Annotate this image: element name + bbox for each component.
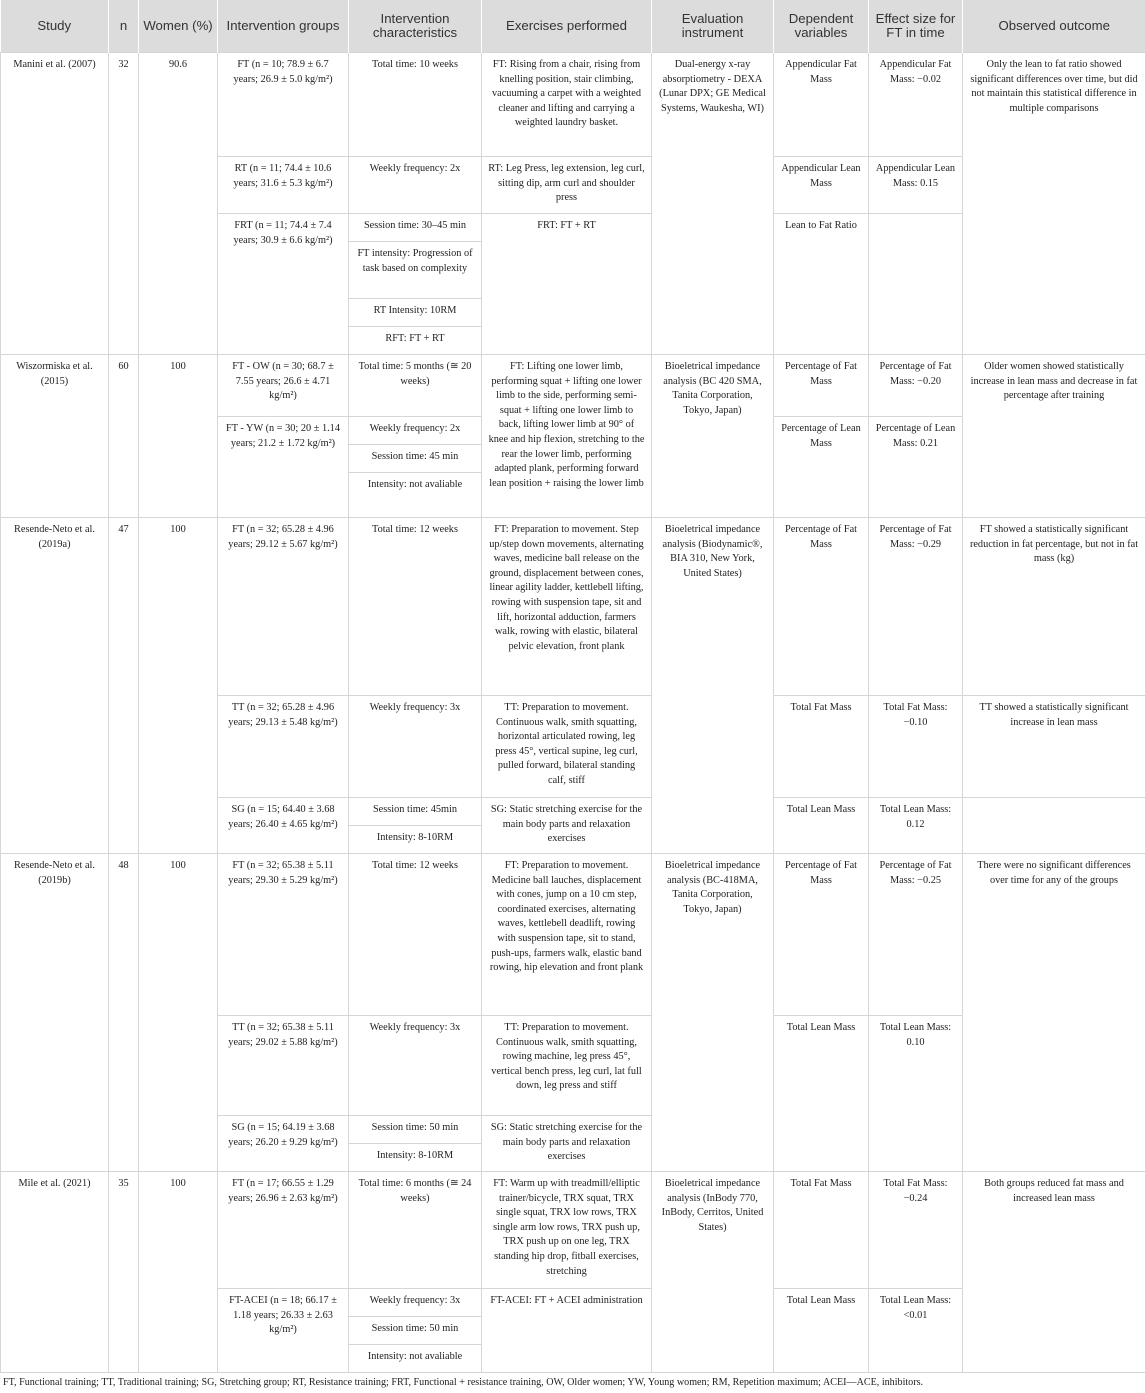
outcome-cell: Both groups reduced fat mass and increased lean mass: [963, 1172, 1145, 1373]
dependent-cell: Appendicular Lean Mass: [774, 157, 869, 214]
effect-cell: Percentage of Fat Mass: −0.29: [869, 518, 963, 696]
effect-cell: Appendicular Fat Mass: −0.02: [869, 53, 963, 157]
characteristic-cell: Session time: 45min: [349, 798, 482, 826]
exercises-cell: FT: Preparation to movement. Step up/step down movements, alternating waves, medicine ball release on the ground, displacement between cones, linear agility ladder, kettlebell lifting, rowing with suspension tape, sit and lift, horizontal adduction, farmers walk, rowing with elastic, bilateral pelvic elevation, front plank: [482, 518, 652, 696]
characteristic-cell: FT intensity: Progression of task based on complexity: [349, 242, 482, 299]
exercises-cell: RT: Leg Press, leg extension, leg curl, sitting dip, arm curl and shoulder press: [482, 157, 652, 214]
characteristic-cell: Weekly frequency: 3x: [349, 696, 482, 798]
group-cell: SG (n = 15; 64.19 ± 3.68 years; 26.20 ± 9.29 kg/m²): [218, 1116, 349, 1172]
effect-cell: Appendicular Lean Mass: 0.15: [869, 157, 963, 214]
characteristic-cell: Total time: 12 weeks: [349, 854, 482, 1016]
dependent-cell: Total Fat Mass: [774, 1172, 869, 1289]
characteristic-cell: Intensity: 8-10RM: [349, 826, 482, 854]
characteristic-cell: Total time: 10 weeks: [349, 53, 482, 157]
group-cell: SG (n = 15; 64.40 ± 3.68 years; 26.40 ± 4.65 kg/m²): [218, 798, 349, 854]
characteristic-cell: Total time: 5 months (≅ 20 weeks): [349, 355, 482, 417]
exercises-cell: FT: Preparation to movement. Medicine ball lauches, displacement with cones, jump on a 10 cm step, coordinated exercises, alternating waves, kettlebell deadlift, rowing with suspension tape, sit to stand, push-ups, farmers walk, elastic band rowing, hip elevation and front plank: [482, 854, 652, 1016]
group-cell: FT - YW (n = 30; 20 ± 1.14 years; 21.2 ± 1.72 kg/m²): [218, 417, 349, 518]
instrument-cell: Bioeletrical impedance analysis (BC-418MA, Tanita Corporation, Tokyo, Japan): [652, 854, 774, 1172]
characteristic-cell: Weekly frequency: 3x: [349, 1289, 482, 1317]
characteristic-cell: Session time: 45 min: [349, 445, 482, 473]
table-row: [1, 854, 1145, 1016]
header-study: Study: [1, 0, 109, 53]
characteristic-cell: Total time: 12 weeks: [349, 518, 482, 696]
header-exercises: Exercises performed: [482, 0, 652, 53]
outcome-cell: FT showed a statistically significant reduction in fat percentage, but not in fat mass (kg): [963, 518, 1145, 696]
exercises-cell: FRT: FT + RT: [482, 214, 652, 355]
table-row: [1, 518, 1145, 696]
characteristic-cell: Weekly frequency: 2x: [349, 417, 482, 445]
dependent-cell: Total Lean Mass: [774, 798, 869, 854]
effect-cell: Total Lean Mass: 0.10: [869, 1016, 963, 1172]
study-women: 90.6: [139, 53, 218, 355]
header-dependent: Dependent variables: [774, 0, 869, 53]
table-row: [1, 53, 1145, 157]
instrument-cell: Bioeletrical impedance analysis (InBody 770, InBody, Cerritos, United States): [652, 1172, 774, 1373]
effect-cell: Total Fat Mass: −0.10: [869, 696, 963, 798]
group-cell: FT-ACEI (n = 18; 66.17 ± 1.18 years; 26.33 ± 2.63 kg/m²): [218, 1289, 349, 1373]
characteristic-cell: Intensity: not avaliable: [349, 1345, 482, 1373]
characteristic-cell: RFT: FT + RT: [349, 327, 482, 355]
table-row: [1, 1172, 1145, 1289]
group-cell: FT (n = 17; 66.55 ± 1.29 years; 26.96 ± 2.63 kg/m²): [218, 1172, 349, 1289]
effect-cell: Total Fat Mass: −0.24: [869, 1172, 963, 1289]
exercises-cell: FT: Rising from a chair, rising from knelling position, stair climbing, vacuuming a carpet with a weighted cleaner and lifting and carrying a weighted laundry basket.: [482, 53, 652, 157]
header-row: [1, 0, 1145, 53]
characteristic-cell: Session time: 50 min: [349, 1317, 482, 1345]
characteristic-cell: Session time: 50 min: [349, 1116, 482, 1144]
characteristic-cell: Weekly frequency: 3x: [349, 1016, 482, 1116]
group-cell: FT (n = 32; 65.38 ± 5.11 years; 29.30 ± 5.29 kg/m²): [218, 854, 349, 1016]
study-n: 60: [109, 355, 139, 518]
study-n: 35: [109, 1172, 139, 1373]
exercises-cell: SG: Static stretching exercise for the main body parts and relaxation exercises: [482, 1116, 652, 1172]
outcome-cell: There were no significant differences over time for any of the groups: [963, 854, 1145, 1172]
group-cell: FT (n = 10; 78.9 ± 6.7 years; 26.9 ± 5.0 kg/m²): [218, 53, 349, 157]
group-cell: FRT (n = 11; 74.4 ± 7.4 years; 30.9 ± 6.6 kg/m²): [218, 214, 349, 355]
outcome-cell: TT showed a statistically significant increase in lean mass: [963, 696, 1145, 798]
characteristic-cell: RT Intensity: 10RM: [349, 299, 482, 327]
characteristic-cell: Intensity: not avaliable: [349, 473, 482, 518]
dependent-cell: Appendicular Fat Mass: [774, 53, 869, 157]
dependent-cell: Total Lean Mass: [774, 1016, 869, 1172]
header-n: n: [109, 0, 139, 53]
exercises-cell: TT: Preparation to movement. Continuous walk, smith squatting, horizontal articulated rowing, leg press 45°, vertical supine, leg curl, pulled forward, bilateral standing calf, stiff: [482, 696, 652, 798]
instrument-cell: Dual-energy x-ray absorptiometry - DEXA (Lunar DPX; GE Medical Systems, Waukesha, WI): [652, 53, 774, 355]
dependent-cell: Percentage of Fat Mass: [774, 854, 869, 1016]
dependent-cell: Percentage of Lean Mass: [774, 417, 869, 518]
exercises-cell: FT: Lifting one lower limb, performing squat + lifting one lower limb to the side, performing semi-squat + lifting one lower limb to back, lifting lower limb at 90° of knee and hip flexion, stretching to the rear the lower limb, performing adapted plank, performing forward lean position + raising the lower limb: [482, 355, 652, 518]
header-effect: Effect size for FT in time: [869, 0, 963, 53]
study-name: Wiszormiska et al. (2015): [1, 355, 109, 518]
header-women: Women (%): [139, 0, 218, 53]
study-name: Resende-Neto et al. (2019b): [1, 854, 109, 1172]
group-cell: RT (n = 11; 74.4 ± 10.6 years; 31.6 ± 5.3 kg/m²): [218, 157, 349, 214]
study-name: Manini et al. (2007): [1, 53, 109, 355]
instrument-cell: Bioeletrical impedance analysis (BC 420 SMA, Tanita Corporation, Tokyo, Japan): [652, 355, 774, 518]
study-name: Resende-Neto et al. (2019a): [1, 518, 109, 854]
dependent-cell: Lean to Fat Ratio: [774, 214, 869, 355]
outcome-cell: Older women showed statistically increase in lean mass and decrease in fat percentage after training: [963, 355, 1145, 518]
dependent-cell: Percentage of Fat Mass: [774, 518, 869, 696]
dependent-cell: Total Fat Mass: [774, 696, 869, 798]
table-row: [1, 355, 1145, 417]
group-cell: TT (n = 32; 65.28 ± 4.96 years; 29.13 ± 5.48 kg/m²): [218, 696, 349, 798]
exercises-cell: TT: Preparation to movement. Continuous walk, smith squatting, rowing machine, leg press 45°, vertical bench press, leg curl, lat full down, leg press and stiff: [482, 1016, 652, 1116]
study-women: 100: [139, 355, 218, 518]
dependent-cell: Total Lean Mass: [774, 1289, 869, 1373]
dependent-cell: Percentage of Fat Mass: [774, 355, 869, 417]
exercises-cell: FT-ACEI: FT + ACEI administration: [482, 1289, 652, 1373]
instrument-text: Bioeletrical impedance analysis (Biodynamic®, BIA 310, New York, United States): [662, 524, 763, 579]
effect-cell: Total Lean Mass: <0.01: [869, 1289, 963, 1373]
study-name: Mile et al. (2021): [1, 1172, 109, 1373]
study-women: 100: [139, 518, 218, 854]
study-n: 32: [109, 53, 139, 355]
header-characteristics: Intervention characteristics: [349, 0, 482, 53]
study-women: 100: [139, 1172, 218, 1373]
exercises-cell: FT: Warm up with treadmill/elliptic trainer/bicycle, TRX squat, TRX single squat, TRX low rows, TRX single arm low rows, TRX push up, TRX push up on one leg, TRX standing hip drop, fitball exercises, stretching: [482, 1172, 652, 1289]
header-instrument: Evaluation instrument: [652, 0, 774, 53]
study-women: 100: [139, 854, 218, 1172]
header-groups: Intervention groups: [218, 0, 349, 53]
effect-cell: Percentage of Fat Mass: −0.20: [869, 355, 963, 417]
characteristic-cell: Intensity: 8-10RM: [349, 1144, 482, 1172]
instrument-cell: [652, 518, 774, 854]
characteristic-cell: Total time: 6 months (≅ 24 weeks): [349, 1172, 482, 1289]
group-cell: FT (n = 32; 65.28 ± 4.96 years; 29.12 ± 5.67 kg/m²): [218, 518, 349, 696]
effect-cell: Percentage of Lean Mass: 0.21: [869, 417, 963, 518]
effect-cell: [869, 214, 963, 355]
group-cell: TT (n = 32; 65.38 ± 5.11 years; 29.02 ± 5.88 kg/m²): [218, 1016, 349, 1116]
effect-cell: Percentage of Fat Mass: −0.25: [869, 854, 963, 1016]
outcome-cell: [963, 798, 1145, 854]
outcome-cell: Only the lean to fat ratio showed significant differences over time, but did not maintain this statistical difference in multiple comparisons: [963, 53, 1145, 355]
characteristic-cell: Session time: 30–45 min: [349, 214, 482, 242]
header-outcome: Observed outcome: [963, 0, 1145, 53]
characteristic-cell: Weekly frequency: 2x: [349, 157, 482, 214]
group-cell: FT - OW (n = 30; 68.7 ± 7.55 years; 26.6 ± 4.71 kg/m²): [218, 355, 349, 417]
table-footnote: FT, Functional training; TT, Traditional training; SG, Stretching group; RT, Resistance training; FRT, Functional + resistance training, OW, Older women; YW, Young women; RM, Repetition maximum; ACEI—ACE, inhibitors.: [3, 1377, 924, 1388]
study-n: 48: [109, 854, 139, 1172]
exercises-cell: SG: Static stretching exercise for the main body parts and relaxation exercises: [482, 798, 652, 854]
effect-cell: Total Lean Mass: 0.12: [869, 798, 963, 854]
study-n: 47: [109, 518, 139, 854]
